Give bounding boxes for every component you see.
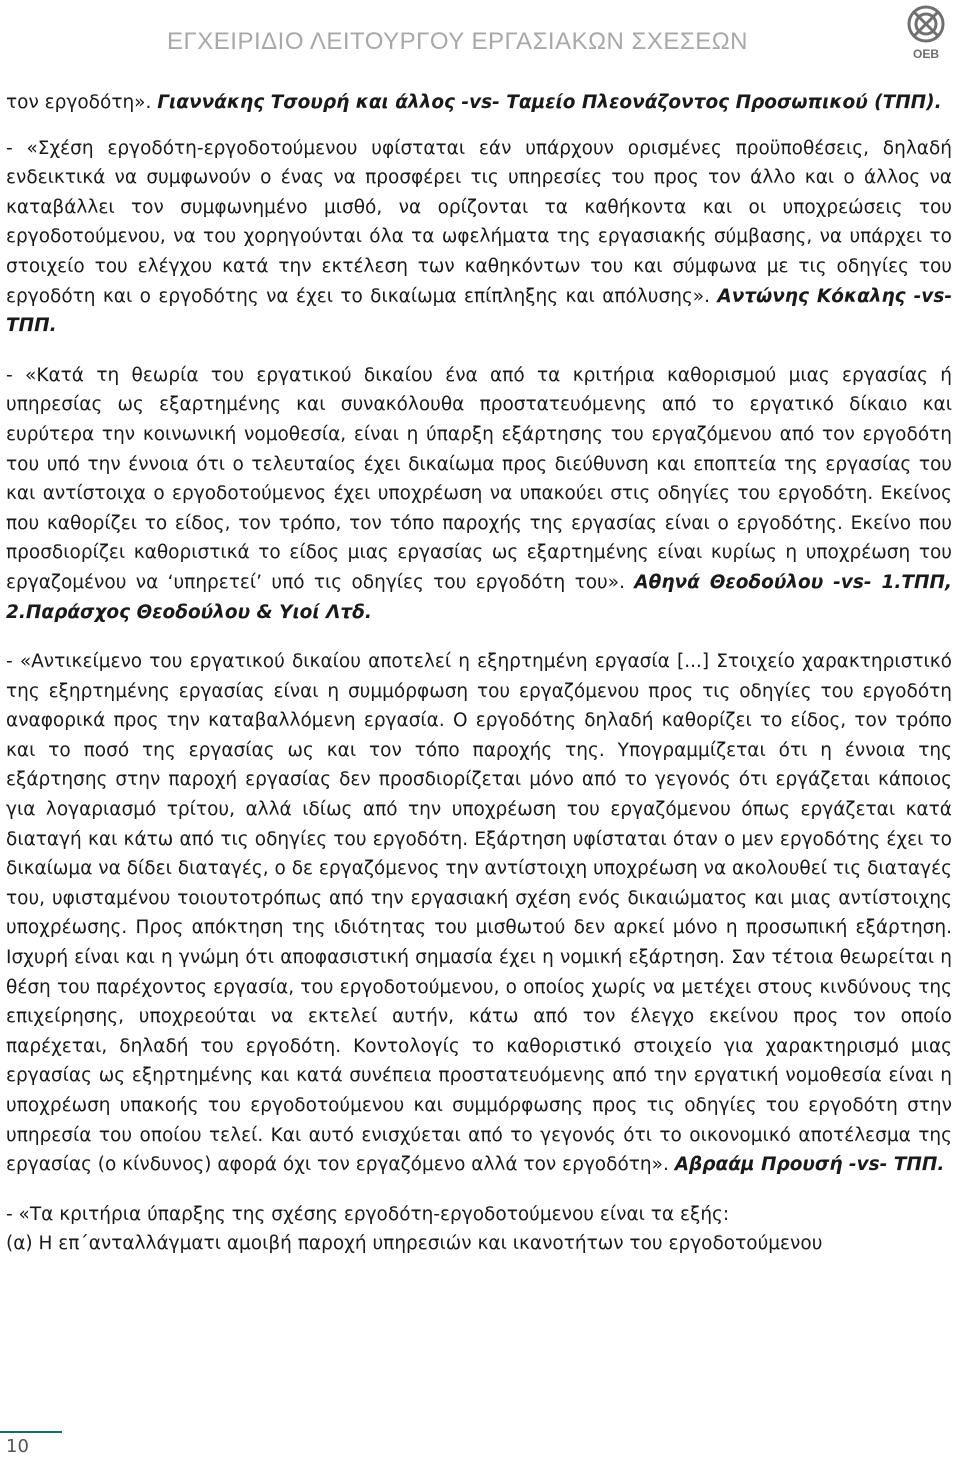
oeb-logo-icon <box>900 4 952 62</box>
paragraph-text: - «Κατά τη θεωρία του εργατικού δικαίου ένα από τα κριτήρια καθορισμού μιας εργασίας ή υπηρεσίας ως εξαρτημένης και συνακόλουθα προστατευόμενης από το εργατικό δίκαιο και ευρύτερα την κοινωνική νομοθεσία, είναι η ύπαρξη εξάρτησης του εργαζόμενου από τον εργοδότη του υπό την έννοια ότι ο τελευταίος έχει δικαίωμα προς διεύθυνση και εποπτεία της εργασίας του και αντίστοιχα ο εργοδοτούμενος έχει υποχρέωση να υπακούει στις οδηγίες του εργοδότη. Εκείνος που καθορίζει το είδος, τον τρόπο, τον τόπο παροχής της εργασίας είναι ο εργοδότης. Εκείνο που προσδιορίζει καθοριστικά το είδος μιας εργασίας ως εξαρτημένης είναι κυρίως η υποχρέωση του εργαζομένου να ‘υπηρετεί’ υπό τις οδηγίες του εργοδότη του». <box>6 364 952 593</box>
document-body <box>6 88 952 1259</box>
page-number-rule <box>0 1431 62 1433</box>
header-title: ΕΓΧΕΙΡΙΔΙΟ ΛΕΙΤΟΥΡΓΟΥ ΕΡΓΑΣΙΑΚΩΝ ΣΧΕΣΕΩΝ <box>167 28 748 55</box>
case-citation: Αντώνης Κόκαλης -vs- ΤΠΠ. <box>6 285 953 337</box>
page-number: 10 <box>6 1436 29 1457</box>
paragraph-text: - «Σχέση εργοδότη-εργοδοτούμενου υφίσταται εάν υπάρχουν ορισμένες προϋποθέσεις, δηλαδή ενδεικτικά να συμφωνούν ο ένας να προσφέρει τις υπηρεσίες του προς τον άλλο και ο άλλος να καταβάλλει τον συμφωνημένο μισθό, να ορίζονται τα καθήκοντα και οι υποχρεώσεις του εργοδοτούμενου, να του χορηγούνται όλα τα ωφελήματα της εργασιακής σύμβασης, να υπάρχει το στοιχείο του ελέγχου κατά την εκτέλεση των καθηκόντων του και σύμφωνα με τις οδηγίες του εργοδότη και ο εργοδότης να έχει το δικαίωμα επίπληξης και απόλυσης». <box>6 137 952 307</box>
paragraph-text: τον εργοδότη». <box>6 92 158 113</box>
paragraph-text: - «Αντικείμενο του εργατικού δικαίου αποτελεί η εξηρτημένη εργασία [...] Στοιχείο χαρακτηριστικό της εξηρτημένης εργασίας είναι η συμμόρφωση του εργαζόμενου προς τις οδηγίες του εργοδότη αναφορικά προς την καταβαλλόμενη εργασία. Ο εργοδότης δηλαδή καθορίζει το είδος, τον τρόπο και το ποσό της εργασίας ως και τον τόπο παροχής της. Υπογραμμίζεται ότι η έννοια της εξάρτησης στην παροχή εργασίας δεν προσδιορίζεται μόνο από το γεγονός ότι εργάζεται κάποιος για λογαριασμό τρίτου, αλλά ιδίως από την υποχρέωση του εργαζόμενου όπως εργάζεται κατά διαταγή και κάτω από τις οδηγίες του εργοδότη. Εξάρτηση υφίσταται όταν ο μεν εργοδότης έχει το δικαίωμα να δίδει διαταγές, ο δε εργαζόμενος την αντίστοιχη υποχρέωση να ακολουθεί τις διαταγές του, υφισταμένου τοιουτοτρόπως από την εργασιακή σχέση ενός δικαιώματος και μιας αντίστοιχης υποχρέωσης. Προς απόκτηση της ιδιότητας του μισθωτού δεν αρκεί μόνο η προσωπική εξάρτηση. Ισχυρή είναι και η γνώμη ότι αποφασιστική σημασία έχει η νομική εξάρτηση. Σαν τέτοια θεωρείται η θέση του παρέχοντος εργασία, του εργοδοτούμενου, ο οποίος χωρίς να μετέχει στους κινδύνους της επιχείρησης, υποχρεούται να εκτελεί αυτήν, κάτω από τον έλεγχο εκείνου προς τον οποίο παρέχεται, δηλαδή του εργοδότη. Κοντολογίς το καθοριστικό στοιχείο για χαρακτηρισμό μιας εργασίας ως εξηρτημένης και κατά συνέπεια προστατευόμενης από την εργατική νομοθεσία είναι η υποχρέωση υπακοής του εργοδοτούμενου και συμμόρφωσης προς τις οδηγίες του εργοδότη στην υπηρεσία του οποίου τελεί. Και αυτό ενισχύεται από το γεγονός ότι το οικονομικό αποτέλεσμα της εργασίας (ο κίνδυνος) αφορά όχι τον εργαζόμενο αλλά τον εργοδότη». <box>6 651 952 1176</box>
logo-text: ΟΕΒ <box>912 47 940 61</box>
criteria-item: (α) Η επ΄ανταλλάγματι αμοιβή παροχή υπηρεσιών και ικανοτήτων του εργοδοτούμενου <box>6 1233 823 1255</box>
case-citation: Γιαννάκης Τσουρή και άλλος -vs- Ταμείο Πλεονάζοντος Προσωπικού (ΤΠΠ). <box>157 92 942 113</box>
paragraph <box>6 88 952 118</box>
paragraph <box>6 361 952 627</box>
paragraph <box>6 134 952 341</box>
paragraph <box>6 647 952 1180</box>
case-citation: Αθηνά Θεοδούλου -vs- 1.ΤΠΠ, 2.Παράσχος Θεοδούλου & Υιοί Λτδ. <box>6 571 952 623</box>
page-header <box>0 0 960 84</box>
case-citation: Αβραάμ Προυσή -vs- ΤΠΠ. <box>674 1154 945 1176</box>
criteria-intro: - «Τα κριτήρια ύπαρξης της σχέσης εργοδότη-εργοδοτούμενου είναι τα εξής: <box>6 1203 730 1225</box>
